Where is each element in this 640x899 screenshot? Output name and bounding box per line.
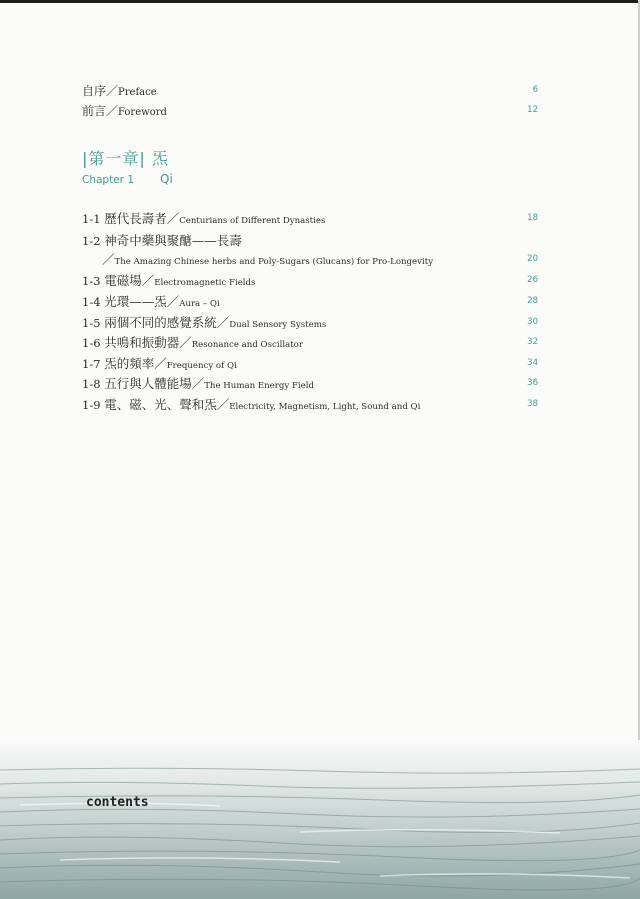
entry-en: The Human Energy Field [204,381,314,391]
entry-en: Aura – Qi [179,299,220,309]
toc-entry-1-7[interactable] [82,355,538,373]
entry-zh: 共鳴和振動器／ [104,335,192,350]
chapter-en-label: Chapter 1 [82,174,134,186]
entry-zh: 自序／ [82,84,119,98]
sea-background-image [0,740,640,899]
entry-en: Dual Sensory Systems [229,320,327,330]
entry-zh: 炁的頻率／ [104,356,167,371]
toc-entry-1-2-english[interactable] [102,251,538,269]
entry-en: Electromagnetic Fields [154,278,256,288]
toc-entry-1-5[interactable] [82,314,538,332]
contents-label: contents [86,795,149,810]
entry-zh: 神奇中藥與聚醣——長壽 [104,233,242,248]
chapter-zh-char: 炁 [151,149,169,168]
entry-number: 1-1 [82,212,101,226]
entry-zh: 歷代長壽者／ [104,211,180,226]
toc-entry-preface[interactable] [82,82,538,100]
chapter-zh-title: 第一章 [88,149,140,168]
entry-en: Centurians of Different Dynasties [179,216,326,226]
entry-zh: 電、磁、光、聲和炁／ [104,397,230,412]
entry-en: Preface [118,87,157,98]
sea-waves-illustration [0,740,640,899]
toc-entry-1-4[interactable] [82,293,538,311]
toc-entry-1-3[interactable] [82,272,538,290]
toc-entry-1-9[interactable] [82,396,538,414]
entry-number: 1-7 [82,357,101,371]
entry-number: 1-8 [82,377,101,391]
page-number: 12 [527,105,538,115]
entry-number: 1-3 [82,274,101,288]
page-number: 34 [527,358,538,368]
chapter-heading: |第一章| 炁 Chapter 1 Qi [82,149,173,186]
entry-zh: ／ [102,252,115,267]
page-number: 30 [527,317,538,327]
entry-number: 1-6 [82,336,101,350]
page-number: 28 [527,296,538,306]
entry-en: Electricity, Magnetism, Light, Sound and Qi [229,402,421,412]
page-top-edge [0,0,640,3]
entry-en: The Amazing Chinese herbs and Poly-Sugars (Glucans) for Pro-Longevity [114,257,434,267]
page-number: 20 [527,254,538,264]
page-number: 36 [527,378,538,388]
page-number: 38 [527,399,538,409]
entry-zh: 前言／ [82,104,119,118]
page-number: 6 [532,85,538,95]
entry-en: Resonance and Oscillator [191,340,303,350]
toc-entry-1-6[interactable] [82,334,538,352]
entry-number: 1-5 [82,316,101,330]
toc-entry-1-8[interactable] [82,375,538,393]
page-number: 32 [527,337,538,347]
entry-zh: 電磁場／ [104,273,155,288]
entry-en: Frequency of Qi [166,361,237,371]
page-number: 18 [527,213,538,223]
entry-zh: 光環——炁／ [104,294,180,309]
entry-zh: 兩個不同的感覺系統／ [104,315,230,330]
toc-entry-foreword[interactable] [82,102,538,120]
chapter-en-name: Qi [160,172,173,186]
entry-number: 1-4 [82,295,101,309]
entry-number: 1-2 [82,234,101,248]
entry-number: 1-9 [82,398,101,412]
page-number: 26 [527,275,538,285]
entry-en: Foreword [118,107,167,118]
entry-zh: 五行與人體能場／ [104,376,205,391]
toc-entry-1-2[interactable] [82,232,538,250]
toc-entry-1-1[interactable] [82,210,538,228]
